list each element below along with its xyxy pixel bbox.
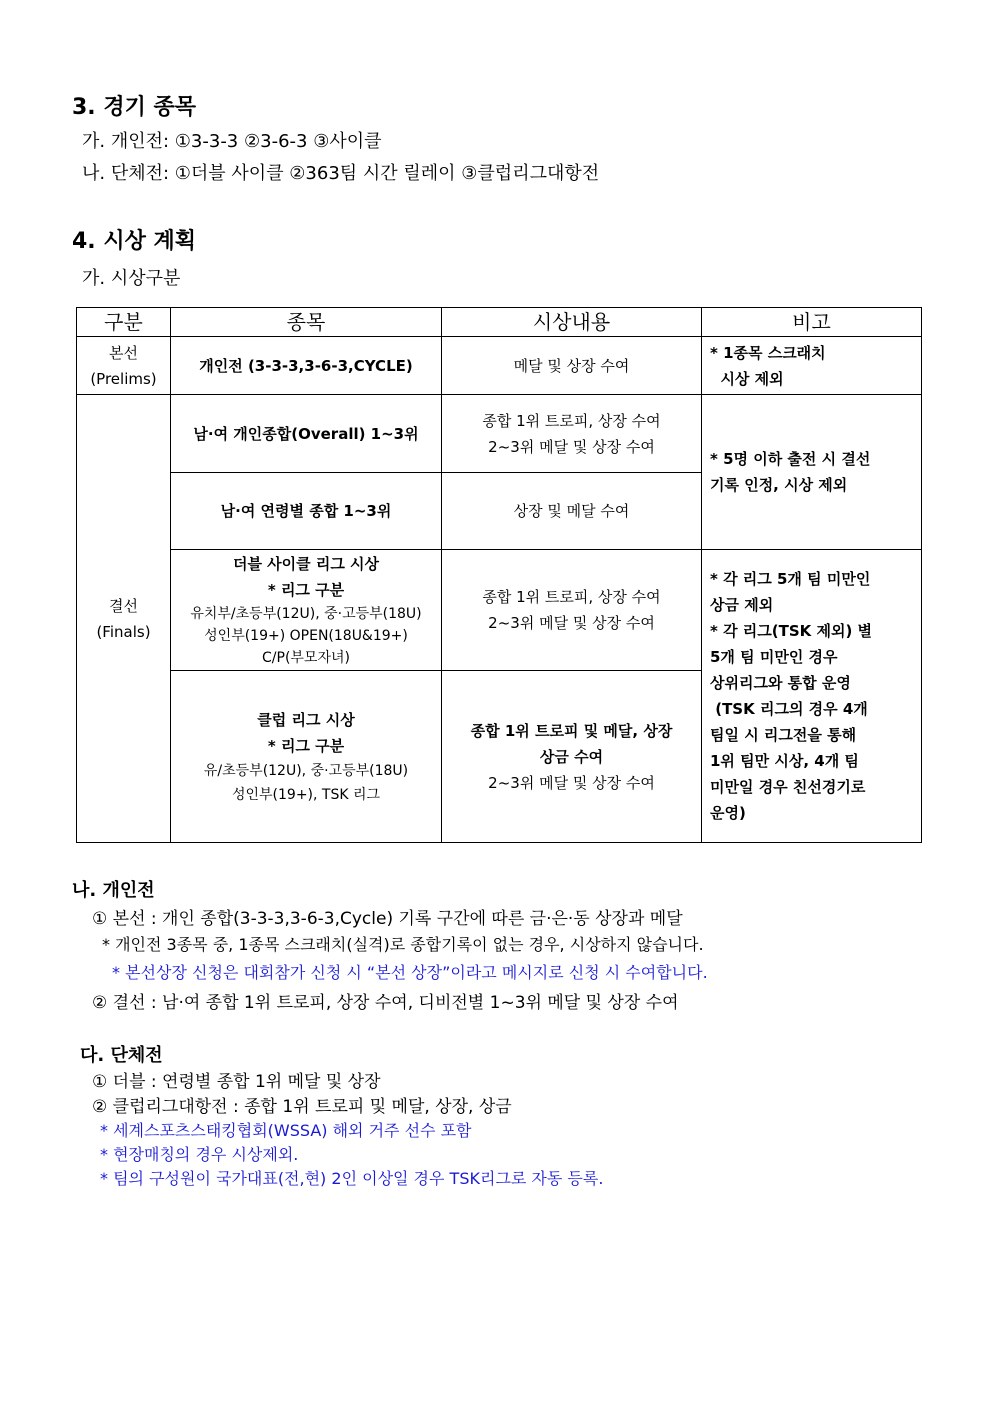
note-league-line: 팀일 시 리그전을 통해 — [710, 726, 857, 744]
header-category: 구분 — [77, 308, 171, 337]
note-finals-league — [702, 550, 922, 843]
event-club-league-league-1: 유/초등부(12U), 중·고등부(18U) — [203, 762, 409, 779]
event-overall: 남·여 개인종합(Overall) 1~3위 — [171, 395, 442, 473]
note-league-line: 상금 제외 — [710, 596, 774, 614]
team-note-wssa: * 세계스포츠스태킹협회(WSSA) 해외 거주 선수 포함 — [100, 1121, 472, 1140]
header-event: 종목 — [171, 308, 442, 337]
team-title: 다. 단체전 — [80, 1045, 163, 1066]
award-age-group: 상장 및 메달 수여 — [442, 473, 702, 550]
category-finals-en: (Finals) — [96, 622, 151, 641]
section3-team-line: 나. 단체전: ①더블 사이클 ②363팀 시간 릴레이 ③클럽리그대항전 — [82, 163, 600, 184]
note-prelims-line1: * 1종목 스크래치 — [710, 343, 826, 362]
table-header-row — [77, 308, 922, 337]
note-league-line: * 각 리그 5개 팀 미만인 — [710, 570, 871, 588]
event-double-cycle-league-label: * 리그 구분 — [267, 581, 345, 599]
individual-finals-line: ② 결선 : 남·여 종합 1위 트로피, 상장 수여, 디비전별 1~3위 메달 및 상장 수여 — [92, 993, 679, 1013]
event-prelims: 개인전 (3-3-3,3-6-3,CYCLE) — [171, 337, 442, 395]
individual-title: 나. 개인전 — [72, 880, 155, 901]
event-double-cycle-title: 더블 사이클 리그 시상 — [232, 555, 380, 573]
section4-title: 4. 시상 계획 — [72, 229, 196, 254]
award-club-league-line2: 상금 수여 — [539, 747, 604, 766]
award-overall — [442, 395, 702, 473]
table-row-double-cycle — [77, 550, 922, 671]
category-finals-label: 결선 — [109, 596, 138, 615]
award-club-league-line1: 종합 1위 트로피 및 메달, 상장 — [470, 721, 673, 740]
header-note: 비고 — [702, 308, 922, 337]
note-league-line: 1위 팀만 시상, 4개 팀 — [710, 752, 859, 770]
award-table — [76, 307, 922, 843]
event-club-league — [171, 671, 442, 843]
section3-title: 3. 경기 종목 — [72, 95, 196, 120]
note-prelims — [702, 337, 922, 395]
note-finals-individual-line1: * 5명 이하 출전 시 결선 — [710, 450, 871, 468]
category-prelims-label: 본선 — [109, 343, 138, 362]
individual-prelims-award-note: * 본선상장 신청은 대회참가 신청 시 “본선 상장”이라고 메시지로 신청 시 수여합니다. — [112, 963, 708, 982]
note-league-line: * 각 리그(TSK 제외) 별 — [710, 622, 873, 640]
section3-individual-line: 가. 개인전: ①3-3-3 ②3-6-3 ③사이클 — [82, 131, 382, 152]
event-age-group: 남·여 연령별 종합 1~3위 — [171, 473, 442, 550]
event-double-cycle — [171, 550, 442, 671]
award-double-cycle — [442, 550, 702, 671]
table-row-prelims — [77, 337, 922, 395]
section4-subtitle: 가. 시상구분 — [82, 268, 181, 289]
award-double-cycle-line2: 2~3위 메달 및 상장 수여 — [488, 614, 655, 632]
note-finals-individual-line2: 기록 인정, 시상 제외 — [710, 476, 848, 494]
team-club-league-line: ② 클럽리그대항전 : 종합 1위 트로피 및 메달, 상장, 상금 — [92, 1097, 512, 1117]
award-prelims: 메달 및 상장 수여 — [442, 337, 702, 395]
individual-scratch-note: * 개인전 3종목 중, 1종목 스크래치(실격)로 종합기록이 없는 경우, 시상하지 않습니다. — [102, 935, 704, 954]
event-double-cycle-league-2: 성인부(19+) OPEN(18U&19+) — [204, 628, 408, 644]
award-overall-line1: 종합 1위 트로피, 상장 수여 — [482, 411, 661, 430]
award-overall-line2: 2~3위 메달 및 상장 수여 — [488, 437, 655, 456]
note-finals-individual — [702, 395, 922, 550]
note-prelims-line2: 시상 제외 — [710, 369, 784, 388]
event-club-league-league-2: 성인부(19+), TSK 리그 — [231, 786, 381, 803]
note-league-line: (TSK 리그의 경우 4개 — [710, 700, 868, 718]
award-club-league-line3: 2~3위 메달 및 상장 수여 — [488, 773, 655, 792]
event-double-cycle-league-3: C/P(부모자녀) — [262, 650, 350, 666]
category-finals — [77, 395, 171, 843]
event-club-league-title: 클럽 리그 시상 — [257, 710, 355, 729]
award-club-league — [442, 671, 702, 843]
note-league-line: 상위리그와 통합 운영 — [710, 674, 851, 692]
event-club-league-league-label: * 리그 구분 — [267, 736, 345, 755]
category-prelims-en: (Prelims) — [90, 369, 157, 388]
note-league-line: 5개 팀 미만인 경우 — [710, 648, 838, 666]
header-award: 시상내용 — [442, 308, 702, 337]
table-row-overall — [77, 395, 922, 473]
category-prelims — [77, 337, 171, 395]
team-note-national: * 팀의 구성원이 국가대표(전,현) 2인 이상일 경우 TSK리그로 자동 등록. — [100, 1169, 604, 1188]
note-league-line: 미만일 경우 친선경기로 — [710, 778, 866, 796]
individual-prelims-line: ① 본선 : 개인 종합(3-3-3,3-6-3,Cycle) 기록 구간에 따른 금·은·동 상장과 메달 — [92, 909, 683, 929]
event-double-cycle-league-1: 유치부/초등부(12U), 중·고등부(18U) — [190, 606, 422, 622]
team-note-onsite: * 현장매칭의 경우 시상제외. — [100, 1145, 299, 1164]
note-league-line: 운영) — [710, 804, 746, 822]
award-double-cycle-line1: 종합 1위 트로피, 상장 수여 — [482, 588, 661, 606]
team-double-line: ① 더블 : 연령별 종합 1위 메달 및 상장 — [92, 1072, 381, 1092]
